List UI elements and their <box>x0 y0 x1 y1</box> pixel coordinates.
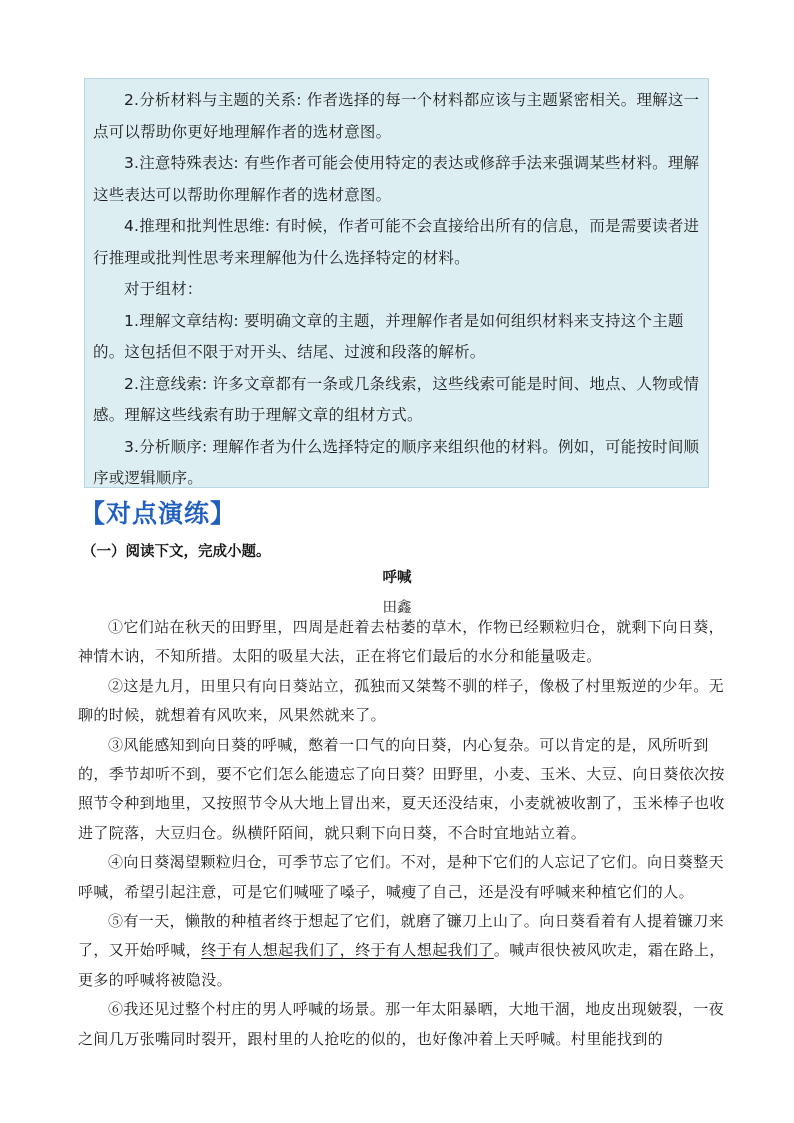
tip-paragraph: 对于组材： <box>124 280 203 298</box>
reading-instruction: （一）阅读下文，完成小题。 <box>82 544 271 560</box>
article-body <box>78 613 726 1054</box>
section-heading: 【对点演练】 <box>80 499 237 528</box>
tip-paragraph: 2.注意线索: 许多文章都有一条或几条线索，这些线索可能是时间、地点、人物或情感。理解这些线索有助于理解文章的组材方式。 <box>93 374 700 424</box>
tip-paragraph: 4.推理和批判性思维: 有时候，作者可能不会直接给出所有的信息，而是需要读者进行推理或批判性思考来理解他为什么选择特定的材料。 <box>93 217 700 267</box>
article-paragraph-4: ④向日葵渴望颗粒归仓，可季节忘了它们。不对，是种下它们的人忘记了它们。向日葵整天呼喊，希望引起注意，可是它们喊哑了嗓子，喊瘦了自己，还是没有呼喊来种植它们的人。 <box>78 853 725 901</box>
tip-box <box>84 78 709 488</box>
article-paragraph-6: ⑥我还见过整个村庄的男人呼喊的场景。那一年太阳暴晒，大地干涸，地皮出现皴裂，一夜之间几万张嘴同时裂开，跟村里的人抢吃的似的，也好像冲着上天呼喊。村里能找到的 <box>78 1000 725 1048</box>
paragraph-5-lead: ⑤有一天，懒散的种植者终于想起了它们，就磨了镰刀上山了。向日葵看着有人提着镰刀来了，又开始呼喊， <box>78 912 725 960</box>
article-paragraph-2: ②这是九月，田里只有向日葵站立，孤独而又桀骜不驯的样子，像极了村里叛逆的少年。无聊的时候，就想着有风吹来，风果然就来了。 <box>78 676 725 725</box>
paragraph-5-tail: 。喊声很快被风吹走，霜在路上，更多的呼喊将被隐没。 <box>78 941 725 989</box>
tip-paragraph: 3.分析顺序: 理解作者为什么选择特定的顺序来组织他的材料。例如，可能按时间顺序或逻辑顺序。 <box>93 437 700 487</box>
underlined-sentence: 终于有人想起我们了，终于有人想起我们了 <box>201 941 494 960</box>
article-paragraph-3: ③风能感知到向日葵的呼喊，憋着一口气的向日葵，内心复杂。可以肯定的是，风所听到的，季节却听不到，要不它们怎么能遗忘了向日葵？田野里，小麦、玉米、大豆、向日葵依次按照节令种到地里，又按照节令从大地上冒出来，夏天还没结束，小麦就被收割了，玉米棒子也收进了院落，大豆归仓。纵横阡陌间，就只剩下向日葵，不合时宜地站立着。 <box>78 735 725 842</box>
article-author: 田鑫 <box>382 600 412 616</box>
article-title: 呼喊 <box>382 569 412 586</box>
article-paragraph-5 <box>78 907 726 995</box>
article-paragraph-1: ①它们站在秋天的田野里，四周是赶着去枯萎的草木，作物已经颗粒归仓，就剩下向日葵，神情木讷，不知所措。太阳的吸星大法，正在将它们最后的水分和能量吸走。 <box>78 618 725 666</box>
tip-paragraph: 3.注意特殊表达: 有些作者可能会使用特定的表达或修辞手法来强调某些材料。理解这些表达可以帮助你理解作者的选材意图。 <box>93 154 700 204</box>
tip-paragraph: 2.分析材料与主题的关系: 作者选择的每一个材料都应该与主题紧密相关。理解这一点可以帮助你更好地理解作者的选材意图。 <box>93 91 700 141</box>
tip-paragraph: 1.理解文章结构: 要明确文章的主题，并理解作者是如何组织材料来支持这个主题的。这包括但不限于对开头、结尾、过渡和段落的解析。 <box>93 311 684 361</box>
